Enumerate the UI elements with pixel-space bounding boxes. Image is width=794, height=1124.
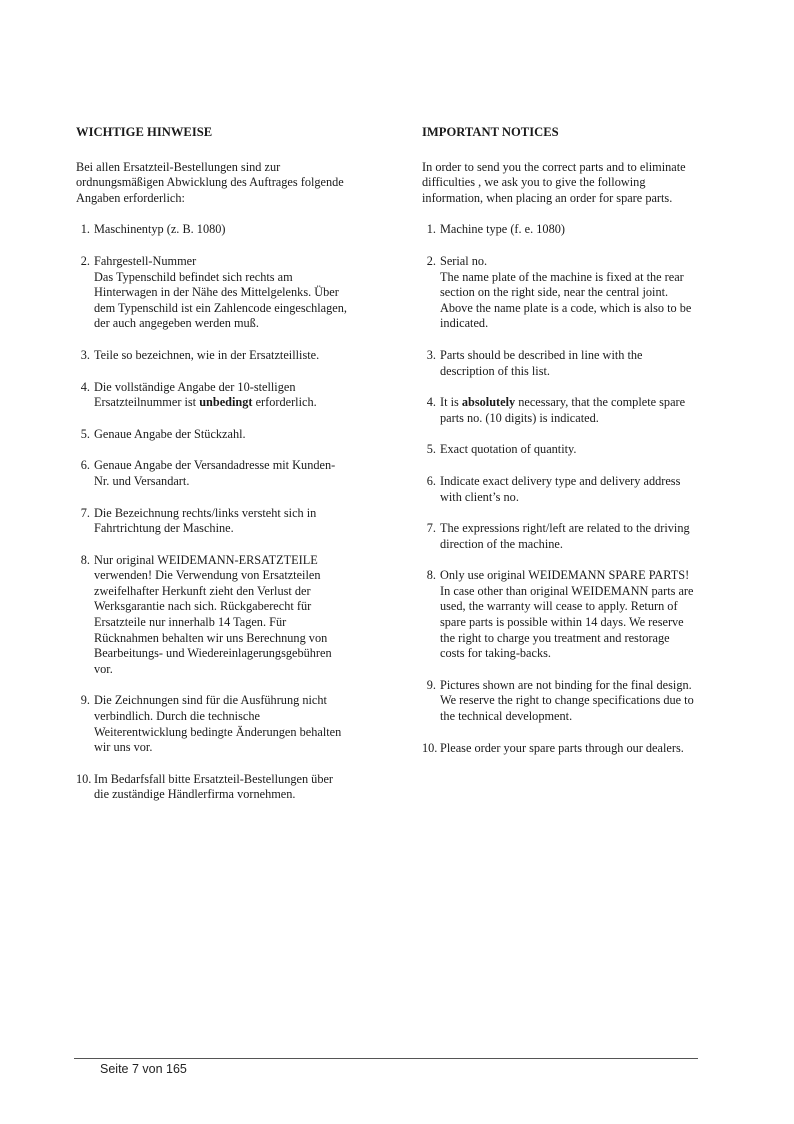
german-item-4: 4. Die vollständige Angabe der 10-stelligen Ersatzteilnummer ist unbedingt erforderlich. <box>80 379 317 410</box>
english-notices-column <box>422 125 727 772</box>
german-item-8: 8. Nur original WEIDEMANN-ERSATZTEILE verwenden! Die Verwendung von Ersatzteilen zweifelhafter Herkunft zieht den Verlust der Werksgarantie nach sich. Rückgaberecht für Ersatzteile nur innerhalb 14 Tagen. Für Rücknahmen behalten wir uns Berechnung von Bearbeitungs- und Wiedereinlagerungsgebühren vor. <box>80 552 332 676</box>
german-item-10: 10. Im Bedarfsfall bitte Ersatzteil-Bestellungen über die zuständige Händlerfirma vornehmen. <box>76 771 334 802</box>
english-item-7: 7. The expressions right/left are related to the driving direction of the machine. <box>426 521 690 551</box>
emphasis-bold: unbedingt <box>199 395 253 410</box>
german-item-9: 9. Die Zeichnungen sind für die Ausführung nicht verbindlich. Durch die technische Weiterentwicklung bedingte Änderungen behalten wir uns vor. <box>80 693 342 755</box>
german-item-1: 1. Maschinentyp (z. B. 1080) <box>80 222 226 237</box>
german-notices-column <box>76 125 376 819</box>
german-item-5: 5. Genaue Angabe der Stückzahl. <box>80 426 246 441</box>
german-item-6: 6. Genaue Angabe der Versandadresse mit Kunden- Nr. und Versandart. <box>80 458 336 488</box>
emphasis-bold: absolutely <box>461 395 516 410</box>
english-item-9: 9. Pictures shown are not binding for the final design. We reserve the right to change specifications due to the technical development. <box>426 677 694 724</box>
english-heading: IMPORTANT NOTICES <box>422 125 559 139</box>
page-number: Seite 7 von 165 <box>100 1062 187 1076</box>
english-item-8: 8. Only use original WEIDEMANN SPARE PARTS! In case other than original WEIDEMANN parts are used, the warranty will cease to apply. Return of spare parts is possible within 14 days. We reserve the right to charge you treatment and restorage costs for taking-backs. <box>426 568 694 661</box>
german-item-7: 7. Die Bezeichnung rechts/links versteht sich in Fahrtrichtung der Maschine. <box>80 505 317 536</box>
english-item-2: 2. Serial no. The name plate of the machine is fixed at the rear section on the right side, near the central joint. Above the name plate is a code, which is also to be indicated. <box>426 253 692 331</box>
english-item-5: 5. Exact quotation of quantity. <box>426 442 577 457</box>
english-item-1: 1. Machine type (f. e. 1080) <box>426 222 565 237</box>
german-item-2: 2. Fahrgestell-Nummer Das Typenschild befindet sich rechts am Hinterwagen in der Nähe des Mittelgelenks. Über dem Typenschild ist ein Zahlencode eingeschlagen, der auch angegeben werden muß. <box>80 253 347 331</box>
english-item-4: 4. It is absolutely necessary, that the complete spare parts no. (10 digits) is indicated. <box>426 395 686 425</box>
english-item-3: 3. Parts should be described in line with the description of this list. <box>426 347 643 378</box>
footer-divider <box>74 1058 698 1059</box>
english-item-10: 10. Please order your spare parts through our dealers. <box>422 740 684 755</box>
german-heading: WICHTIGE HINWEISE <box>76 125 213 139</box>
german-item-3: 3. Teile so bezeichnen, wie in der Ersatzteilliste. <box>80 347 320 362</box>
english-intro: In order to send you the correct parts and to eliminate difficulties , we ask you to give the following information, when placing an order for spare parts. <box>422 159 686 205</box>
german-intro: Bei allen Ersatzteil-Bestellungen sind zur ordnungsmäßigen Abwicklung des Auftrages folgende Angaben erforderlich: <box>76 159 344 205</box>
english-item-6: 6. Indicate exact delivery type and delivery address with client’s no. <box>426 473 681 504</box>
